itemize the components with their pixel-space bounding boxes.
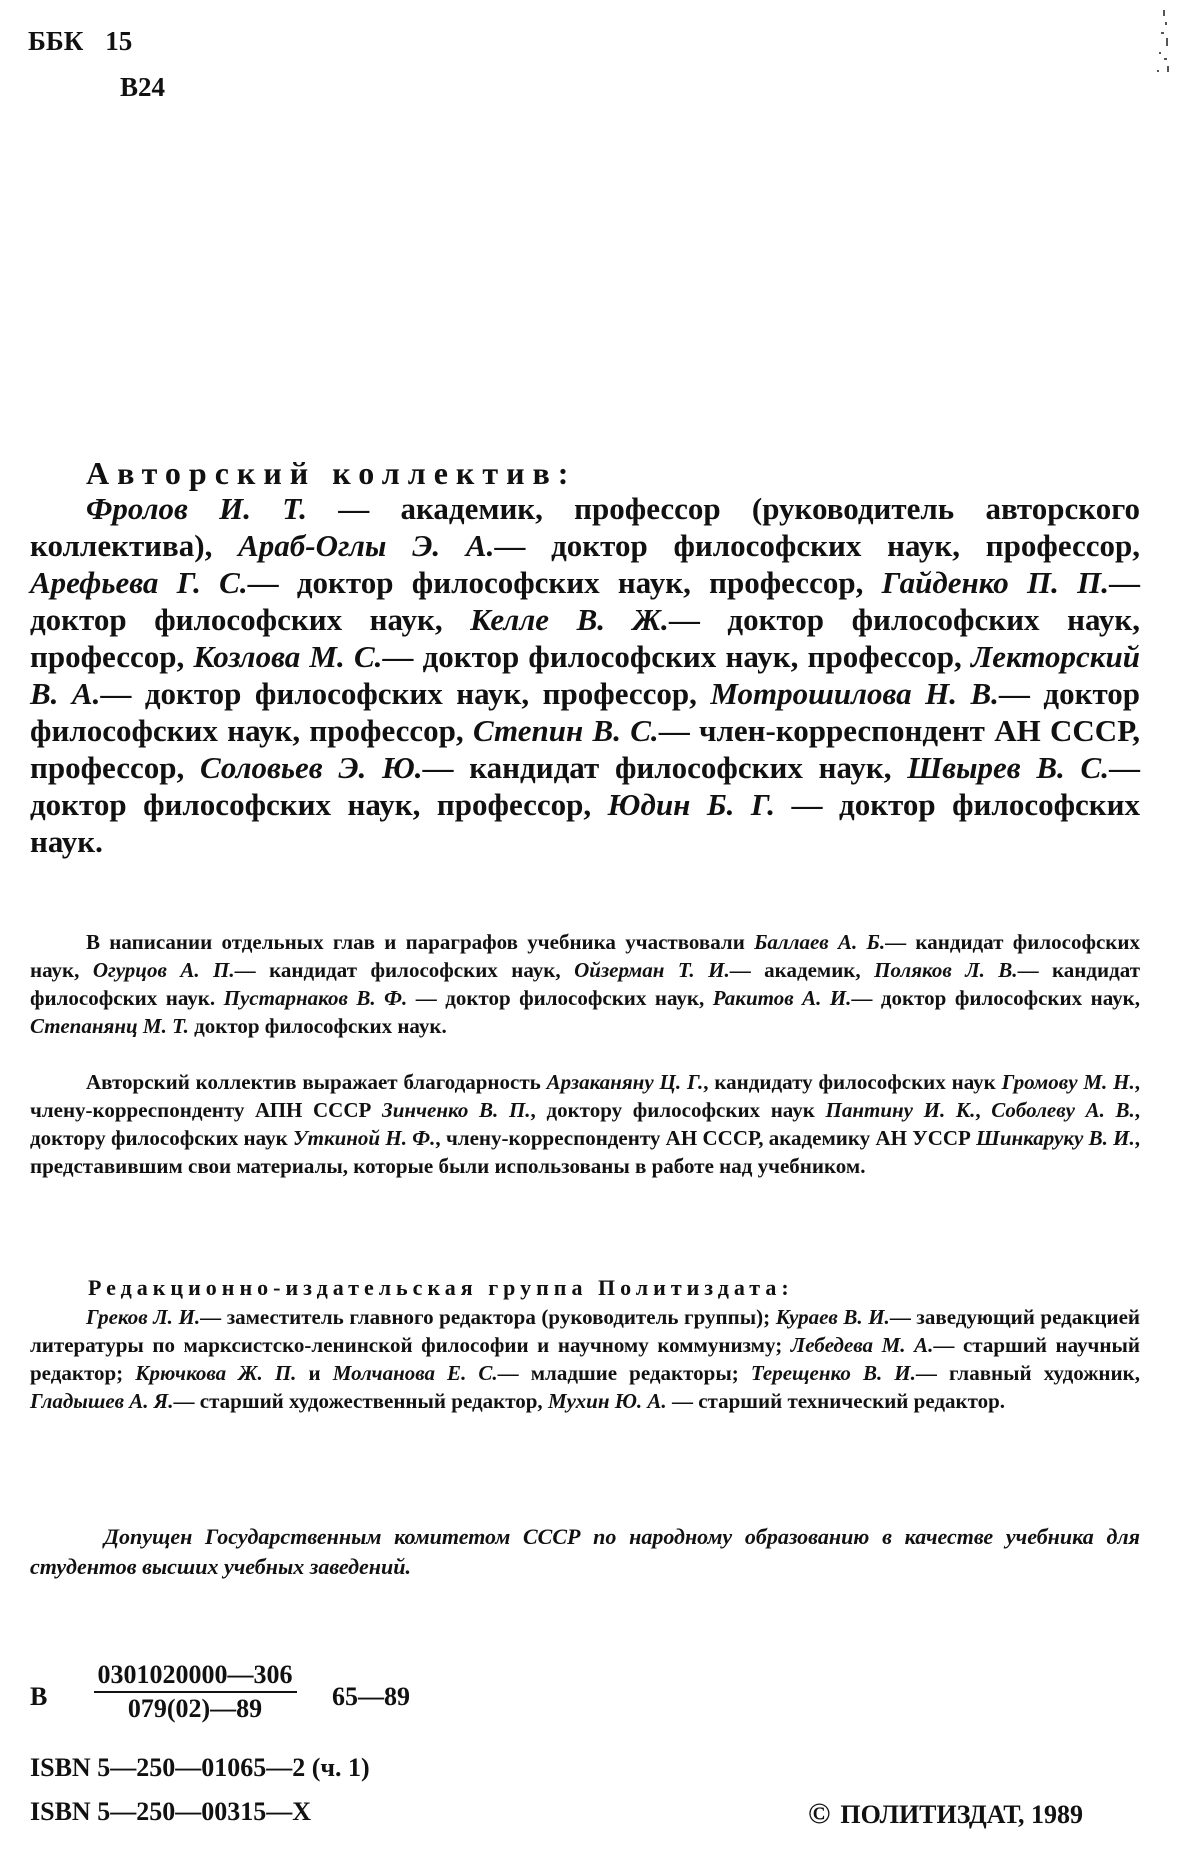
author-name: Степин В. С. <box>472 713 659 748</box>
editor-name: Крючкова Ж. П. <box>135 1361 297 1385</box>
author-role: — доктор философских наук, профессор, <box>30 750 1140 822</box>
ack-name: Уткиной Н. Ф. <box>293 1126 436 1150</box>
cutter-code: В24 <box>120 72 166 102</box>
ack-text: , кандидату философских наук <box>703 1070 1002 1094</box>
author-role: — академик, профессор (руководитель авторского коллектива), <box>30 491 1140 563</box>
author-role: — кандидат философских наук, <box>422 750 908 785</box>
ack-text: , представившим свои материалы, которые были использованы в работе над учебником. <box>30 1126 1140 1178</box>
ack-text: , члену-корреспонденту АПН СССР <box>30 1070 1140 1122</box>
ack-name: Шинкаруку В. И. <box>976 1126 1135 1150</box>
contributor-role: — кандидат философских наук, <box>234 958 575 982</box>
editor-role: — главный художник, <box>915 1361 1140 1385</box>
bbk-label: ББК <box>28 26 84 56</box>
ack-text: Авторский коллектив выражает благодарность <box>86 1070 547 1094</box>
editor-name: Гладышев А. Я. <box>30 1389 174 1413</box>
copyright-notice <box>808 1797 1083 1831</box>
author-name: Козлова М. С. <box>193 639 383 674</box>
ack-text: , <box>975 1098 992 1122</box>
author-name: Гайденко П. П. <box>881 565 1109 600</box>
author-role: — доктор философских наук, профессор, <box>494 528 1140 563</box>
contributor-role: доктор философских наук. <box>188 1014 447 1038</box>
author-name: Юдин Б. Г. <box>607 787 775 822</box>
author-role: — доктор философских наук, профессор, <box>30 602 1140 674</box>
author-role: — доктор философских наук, профессор, <box>247 565 882 600</box>
editorial-heading: Редакционно-издательская группа Политиздата: <box>88 1275 794 1300</box>
contributor-role: — доктор философских наук, <box>407 986 713 1010</box>
author-role: — доктор философских наук, профессор, <box>30 676 1141 748</box>
author-name: Арефьева Г. С. <box>30 565 248 600</box>
isbn-volume: ISBN 5—250—01065—2 (ч. 1) <box>30 1753 370 1782</box>
catalog-code-fraction <box>70 1660 320 1724</box>
author-name: Мотрошилова Н. В. <box>710 676 999 711</box>
authors-heading: Авторский коллектив: <box>86 455 577 491</box>
author-name: Лекторский В. А. <box>30 639 1141 711</box>
editor-role: — старший научный редактор; <box>30 1333 1140 1385</box>
contributor-role: — академик, <box>729 958 875 982</box>
contributor-role: — доктор философских наук, <box>851 986 1140 1010</box>
contributor-role: — кандидат философских наук, <box>30 930 1141 982</box>
contributor-name: Ойзерман Т. И. <box>574 958 730 982</box>
catalog-code-numerator: 0301020000—306 <box>94 1660 297 1693</box>
contributor-name: Баллаев А. Б. <box>754 930 886 954</box>
author-role: — член-корреспондент АН СССР, профессор, <box>30 713 1140 785</box>
editor-name: Лебедева М. А. <box>790 1333 934 1357</box>
contributor-name: Пустарнаков В. Ф. <box>223 986 408 1010</box>
acknowledgements-paragraph <box>30 1068 1140 1180</box>
catalog-code-denominator: 079(02)—89 <box>127 1694 263 1723</box>
editor-role: и <box>296 1361 333 1385</box>
copyright-text: ПОЛИТИЗДАТ, 1989 <box>840 1800 1083 1829</box>
contributors-text: В написании отдельных глав и параграфов учебника участвовали <box>86 930 755 954</box>
isbn-set: ISBN 5—250—00315—X <box>30 1797 311 1826</box>
catalog-code-tail: 65—89 <box>332 1682 410 1711</box>
contributor-name: Степанянц М. Т. <box>30 1014 189 1038</box>
ack-name: Зинченко В. П. <box>382 1098 531 1122</box>
editor-role: — старший художественный редактор, <box>173 1389 548 1413</box>
ack-text: , доктору философских наук <box>30 1098 1140 1150</box>
editor-name: Мухин Ю. А. <box>547 1389 667 1413</box>
author-role: — доктор философских наук. <box>30 787 1141 859</box>
bbk-classification <box>28 26 154 57</box>
ack-text: , доктору философских наук <box>530 1098 826 1122</box>
contributors-paragraph <box>30 928 1140 1040</box>
copyright-icon: © <box>808 1797 831 1830</box>
margin-marks <box>1155 8 1171 80</box>
author-name: Араб-Оглы Э. А. <box>238 528 495 563</box>
authors-paragraph <box>30 490 1140 860</box>
bbk-number: 15 <box>105 26 133 56</box>
ack-name: Арзаканяну Ц. Г. <box>546 1070 704 1094</box>
editorial-paragraph <box>30 1303 1140 1415</box>
ack-name: Громову М. Н. <box>1001 1070 1135 1094</box>
author-name: Келле В. Ж. <box>470 602 669 637</box>
catalog-code-lead: В <box>30 1682 48 1711</box>
ack-name: Пантину И. К. <box>825 1098 976 1122</box>
editor-role: — заведующий редакцией литературы по марксистско-ленинской философии и научному коммунизму; <box>30 1305 1140 1357</box>
author-name: Фролов И. Т. <box>86 491 307 526</box>
ack-name: Соболеву А. В. <box>991 1098 1135 1122</box>
contributor-name: Поляков Л. В. <box>874 958 1018 982</box>
approval-statement: Допущен Государственным комитетом СССР по народному образованию в качестве учебника для студентов высших учебных заведений. <box>30 1524 1140 1579</box>
ack-text: , члену-корреспонденту АН СССР, академику АН УССР <box>435 1126 977 1150</box>
editor-role: — старший технический редактор. <box>666 1389 1006 1413</box>
contributor-role: — кандидат философских наук. <box>30 958 1141 1010</box>
contributor-name: Огурцов А. П. <box>92 958 235 982</box>
editor-name: Молчанова Е. С. <box>332 1361 498 1385</box>
editor-name: Терещенко В. И. <box>750 1361 916 1385</box>
author-role: — доктор философских наук, <box>30 565 1140 637</box>
author-role: — доктор философских наук, профессор, <box>100 676 711 711</box>
editor-name: Греков Л. И. <box>86 1305 201 1329</box>
author-name: Швырев В. С. <box>907 750 1109 785</box>
editor-name: Кураев В. И. <box>775 1305 890 1329</box>
contributor-name: Ракитов А. И. <box>712 986 852 1010</box>
editor-role: — младшие редакторы; <box>497 1361 751 1385</box>
editor-role: — заместитель главного редактора (руководитель группы); <box>200 1305 776 1329</box>
author-name: Соловьев Э. Ю. <box>199 750 423 785</box>
author-role: — доктор философских наук, профессор, <box>382 639 972 674</box>
